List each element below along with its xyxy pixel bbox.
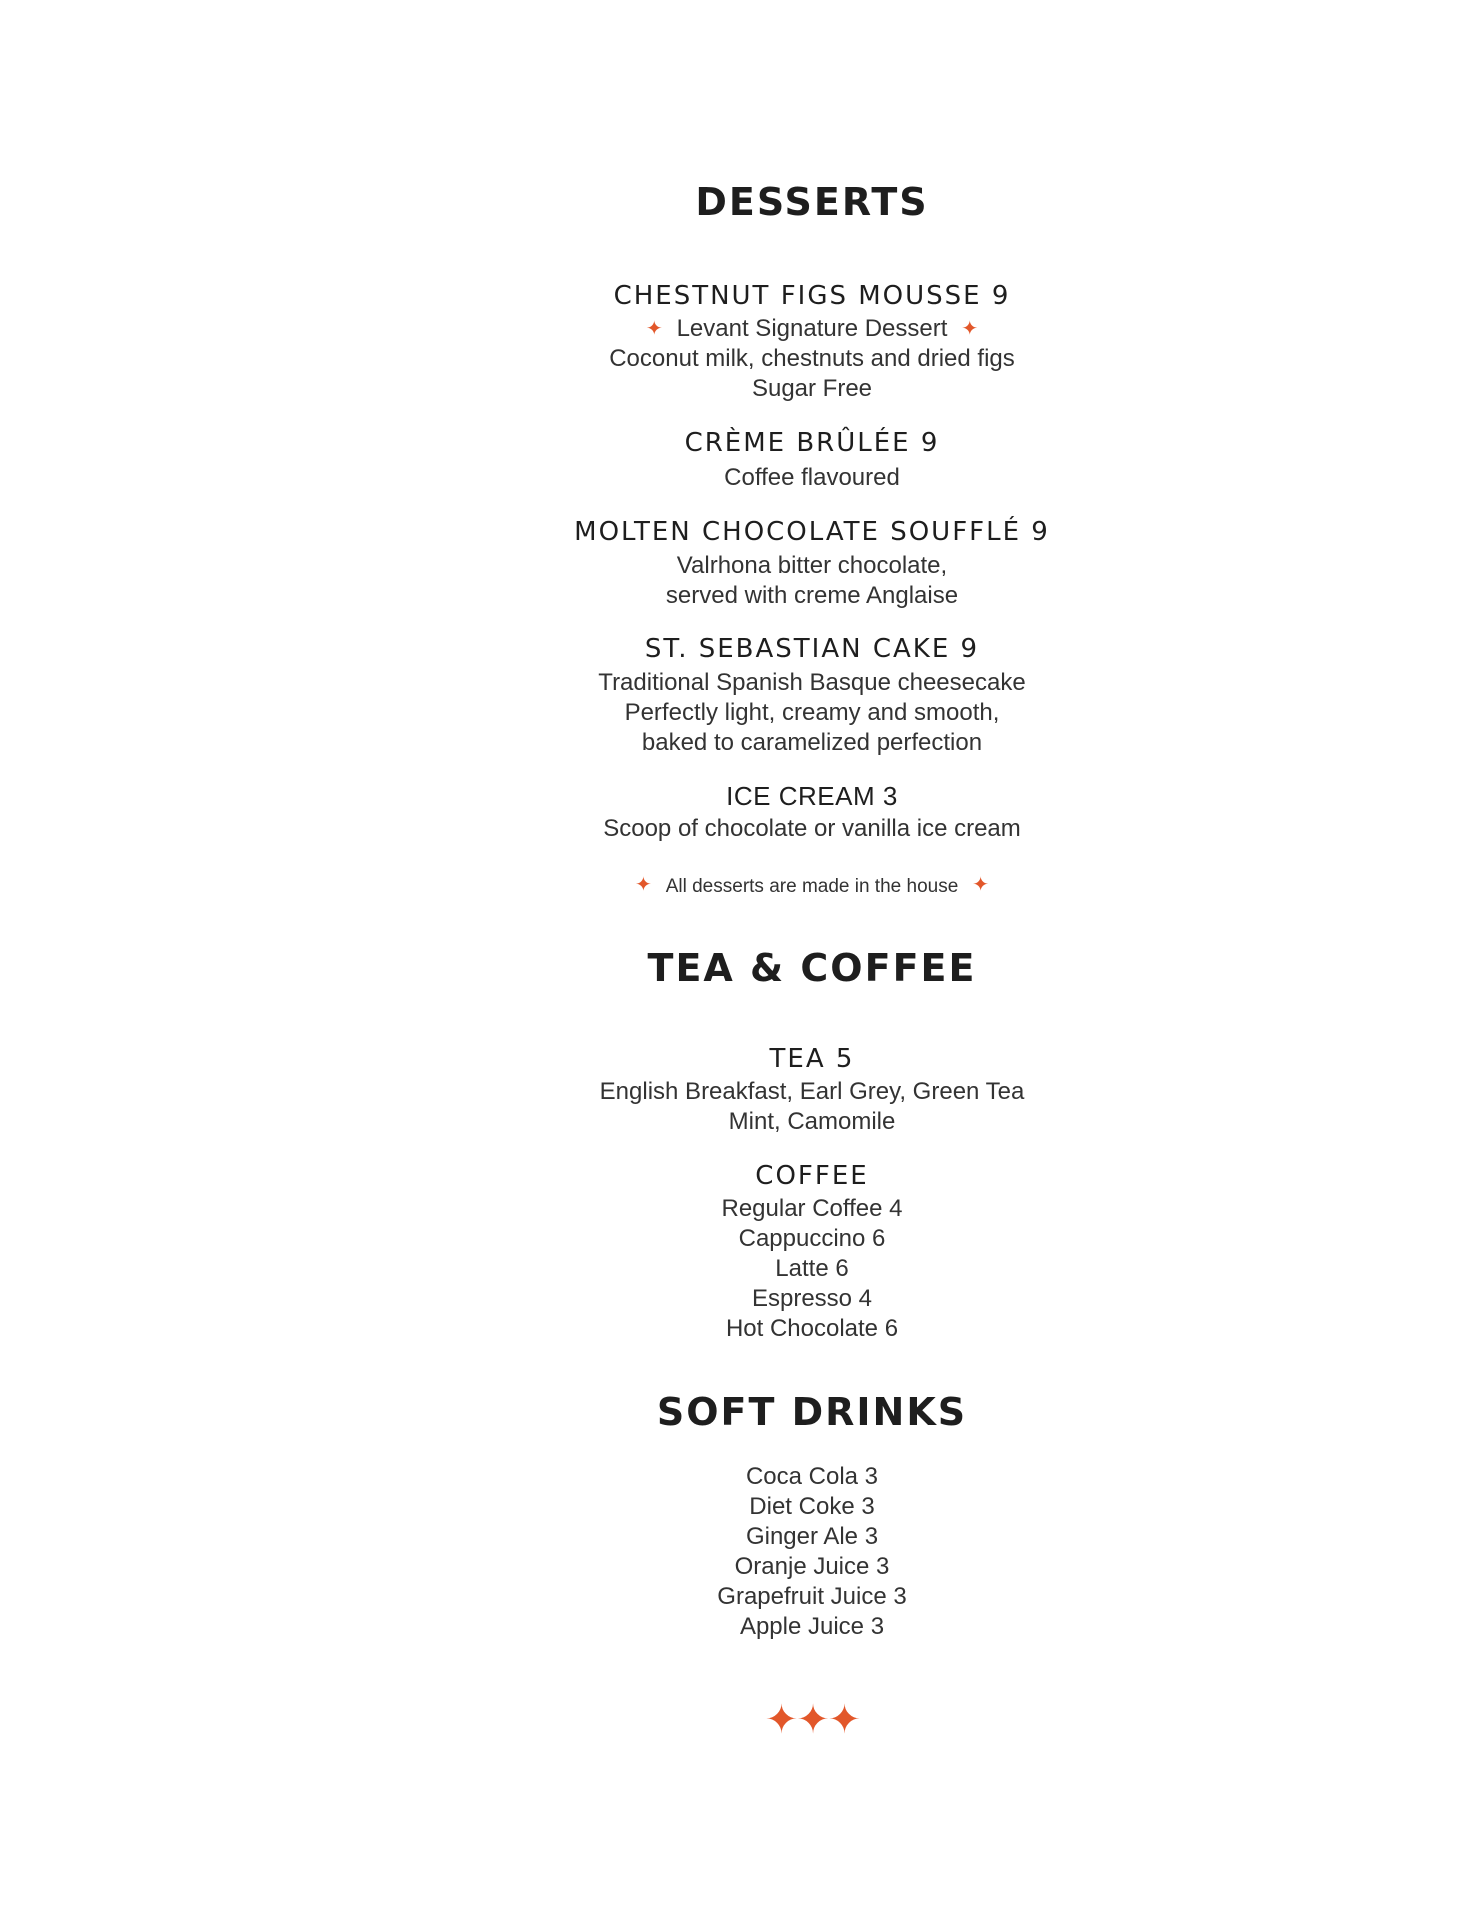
item-name: MOLTEN CHOCOLATE SOUFFLÉ 9 — [574, 517, 1050, 547]
list-item: Diet Coke 3 — [749, 1493, 875, 1520]
soft-drinks-list — [0, 1462, 1479, 1642]
note-text: All desserts are made in the house — [665, 876, 959, 897]
item-description: Coconut milk, chestnuts and dried figs Sugar Free — [609, 345, 1015, 402]
list-item: Ginger Ale 3 — [745, 1523, 879, 1550]
star-icon: ✦✦✦ — [764, 1698, 860, 1742]
item-name: TEA 5 — [769, 1044, 855, 1074]
footer-ornament — [0, 1697, 1479, 1743]
list-item: Oranje Juice 3 — [734, 1553, 890, 1580]
item-name: ICE CREAM 3 — [726, 781, 898, 811]
list-item: Latte 6 — [775, 1255, 849, 1282]
dessert-item-3 — [0, 517, 1479, 547]
star-icon: ✦ — [634, 874, 652, 896]
item-description: Scoop of chocolate or vanilla ice cream — [603, 815, 1021, 842]
list-item: Grapefruit Juice 3 — [717, 1583, 907, 1610]
item-name: CRÈME BRÛLÉE 9 — [684, 428, 940, 458]
item-name: CHESTNUT FIGS MOUSSE 9 — [613, 281, 1011, 311]
list-item: Regular Coffee 4 — [721, 1195, 903, 1222]
item-name: COFFEE — [755, 1161, 869, 1191]
tea-item — [0, 1044, 1479, 1074]
desserts-note — [0, 873, 1479, 898]
list-item: Espresso 4 — [751, 1285, 873, 1312]
signature-tag — [0, 314, 1479, 345]
item-description: Traditional Spanish Basque cheesecake Perfectly light, creamy and smooth, baked to caramelized perfection — [598, 669, 1026, 756]
desserts-title: DESSERTS — [695, 180, 929, 224]
dessert-item-4 — [0, 634, 1479, 664]
star-icon: ✦ — [972, 874, 990, 896]
dessert-item-2 — [0, 428, 1479, 458]
list-item: Coca Cola 3 — [745, 1463, 879, 1490]
item-description: Coffee flavoured — [724, 464, 900, 491]
soft-drinks-title: SOFT DRINKS — [656, 1390, 968, 1434]
item-name: ST. SEBASTIAN CAKE 9 — [644, 634, 980, 664]
star-icon: ✦ — [961, 318, 979, 340]
dessert-item-5 — [0, 781, 1479, 812]
tea-coffee-title: TEA & COFFEE — [647, 946, 977, 990]
signature-label: Levant Signature Dessert — [676, 315, 948, 342]
list-item: Hot Chocolate 6 — [725, 1315, 899, 1342]
item-description: Valrhona bitter chocolate, served with creme Anglaise — [665, 552, 959, 609]
star-icon: ✦ — [645, 318, 663, 340]
item-description: English Breakfast, Earl Grey, Green Tea Mint, Camomile — [599, 1078, 1025, 1135]
list-item: Apple Juice 3 — [739, 1613, 885, 1640]
coffee-list — [0, 1194, 1479, 1344]
dessert-item-1 — [0, 281, 1479, 311]
coffee-item — [0, 1161, 1479, 1191]
list-item: Cappuccino 6 — [738, 1225, 886, 1252]
